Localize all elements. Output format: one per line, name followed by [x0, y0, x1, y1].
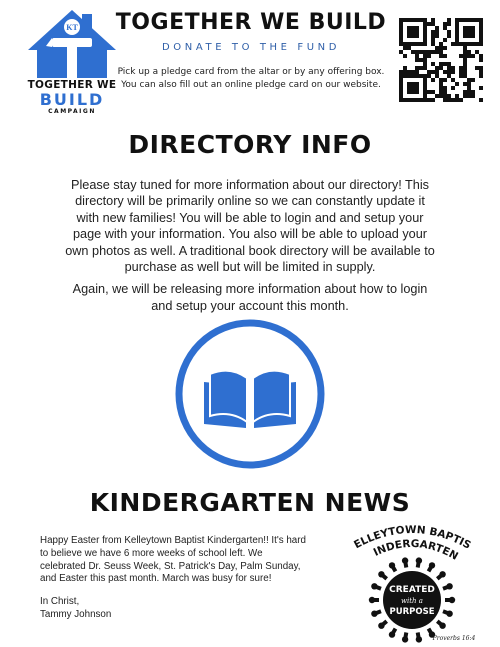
kindergarten-paragraph: Happy Easter from Kelleytown Baptist Kindergarten!! It's hard to believe we have 6 more weeks of school left. We celebrated Dr. Seuss Week, St. Patrick's Day, Palm Sunday, and Easter this past month. March was busy for sure!	[40, 535, 306, 585]
kindergarten-title: KINDERGARTEN NEWS	[89, 488, 411, 517]
kg-badge-line3: PURPOSE	[389, 607, 435, 617]
kindergarten-signature: Tammy Johnson	[40, 608, 112, 620]
header-title: TOGETHER WE BUILD	[115, 10, 387, 35]
directory-paragraph-1: Please stay tuned for more information about our directory! This directory will be primarily online so we can constantly update it with new families! You will be able to login and and setup your page with your information. You also will be able to upload your own photos as well. A traditional book directory will be available to purchase as well but will be limited in supply.	[65, 178, 435, 275]
campaign-logo	[22, 8, 122, 120]
header-subtitle: DONATE TO THE FUND	[161, 42, 341, 53]
directory-paragraph-2: Again, we will be releasing more information about how to login and setup your account this month.	[72, 282, 428, 313]
kg-badge-line1: CREATED	[389, 585, 435, 595]
logo-caption-line2: BUILD	[39, 90, 105, 109]
logo-caption-line1: TOGETHER WE	[27, 79, 117, 91]
directory-body	[64, 177, 436, 320]
kindergarten-closing: In Christ,	[40, 596, 80, 608]
house-logo-icon	[22, 8, 122, 80]
header-instructions-line2: You can also fill out an online pledge card on our website.	[121, 80, 381, 90]
directory-title: DIRECTORY INFO	[128, 130, 372, 159]
kg-logo-arc-line2: INDERGARTEN	[371, 537, 461, 563]
qr-code-icon[interactable]	[399, 18, 483, 102]
kindergarten-logo	[342, 518, 482, 643]
kg-logo-arc-line1: ELLEYTOWN BAPTIS	[352, 523, 473, 552]
logo-caption-line3: CAMPAIGN	[48, 108, 96, 115]
header-instructions-line1: Pick up a pledge card from the altar or by any offering box.	[117, 67, 385, 77]
header-instructions	[108, 66, 394, 92]
kg-badge-line2: with a	[401, 597, 423, 605]
kg-logo-verse: Proverbs 16:4	[432, 635, 476, 642]
logo-monogram: KT	[66, 23, 78, 32]
kindergarten-body	[40, 535, 310, 622]
qr-code-graphic	[399, 18, 483, 102]
book-icon	[172, 316, 328, 472]
